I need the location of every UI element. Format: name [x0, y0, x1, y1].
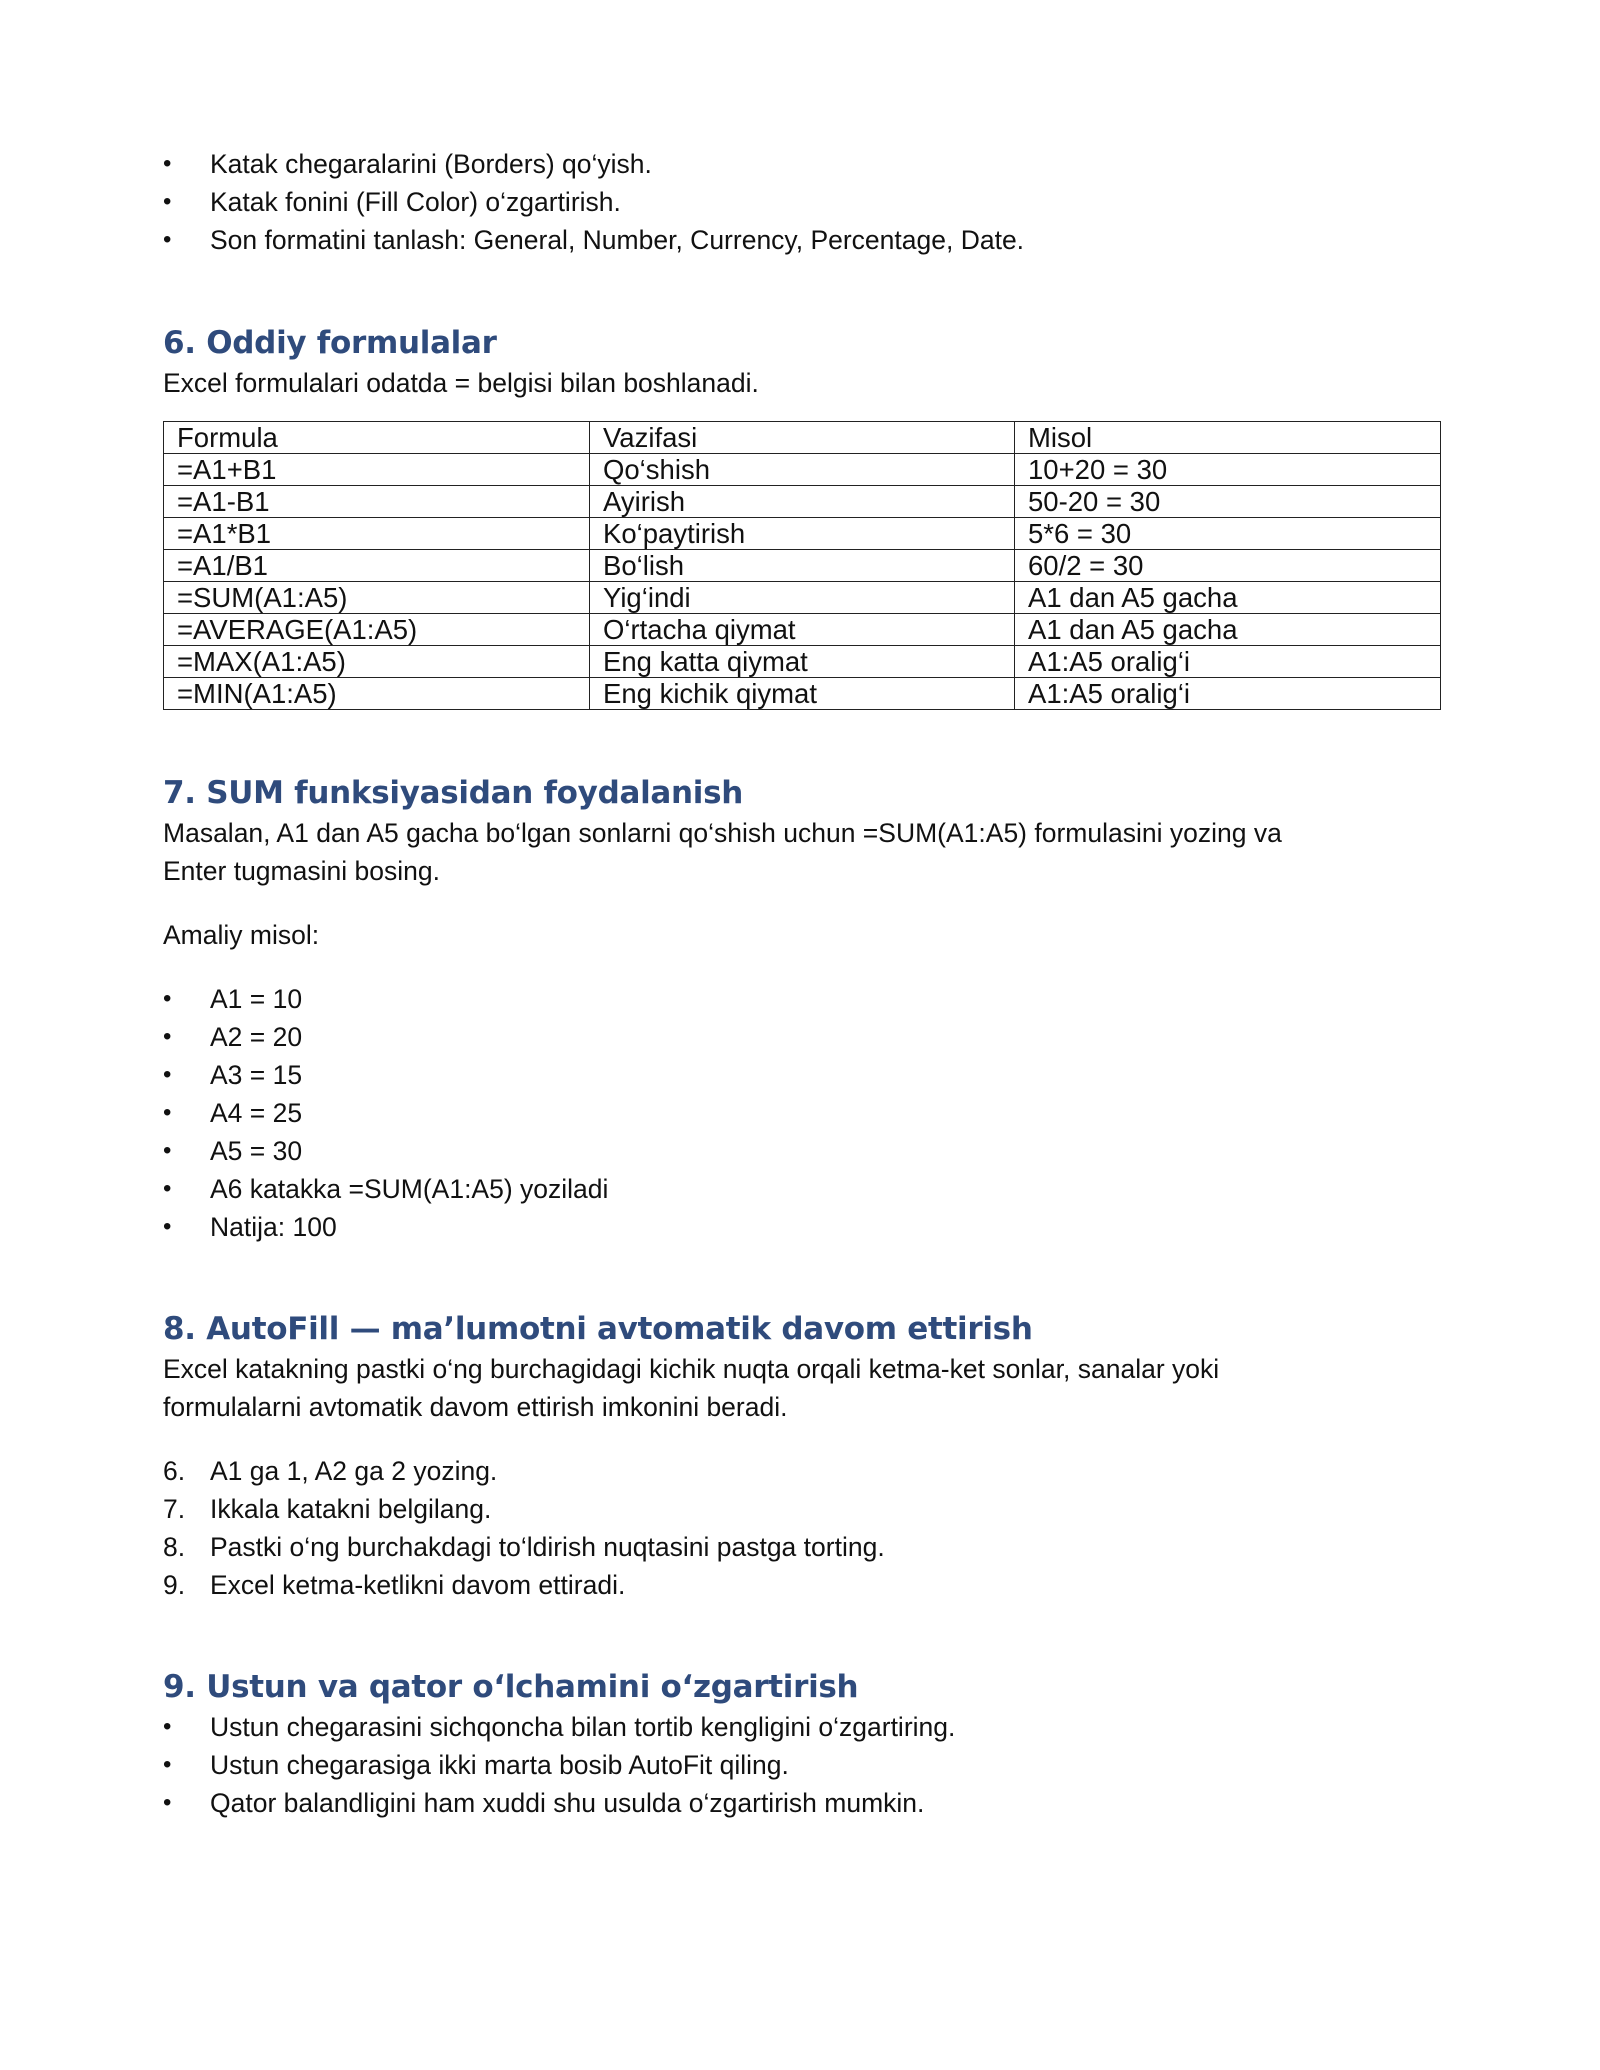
list-item-text: Natija: 100 — [210, 1212, 337, 1242]
table-cell: 60/2 = 30 — [1015, 550, 1441, 582]
example-bullet-list — [163, 980, 1443, 1246]
list-item — [163, 1208, 1443, 1246]
page-content — [163, 145, 1443, 1822]
list-item-text: Ikkala katakni belgilang. — [210, 1494, 492, 1524]
list-item — [163, 183, 1443, 221]
bullet-icon: • — [163, 1213, 172, 1240]
table-row — [164, 582, 1441, 614]
bullet-icon: • — [163, 150, 172, 177]
table-cell: A1 dan A5 gacha — [1015, 582, 1441, 614]
section-heading-9: 9. Ustun va qator o‘lchamini o‘zgartirish — [163, 1669, 859, 1705]
resize-bullet-list — [163, 1708, 1443, 1822]
bullet-icon: • — [163, 1175, 172, 1202]
bullet-icon: • — [163, 1713, 172, 1740]
list-item-text: A1 = 10 — [210, 984, 303, 1014]
list-item — [163, 1490, 1443, 1528]
list-item-text: Katak chegaralarini (Borders) qo‘yish. — [210, 149, 652, 179]
list-item — [163, 1170, 1443, 1208]
list-item — [163, 221, 1443, 259]
section-7-text-line-1: Masalan, A1 dan A5 gacha bo‘lgan sonlarni qo‘shish uchun =SUM(A1:A5) formulasini yozing va — [163, 818, 1282, 848]
table-header-cell: Formula — [164, 422, 590, 454]
section-6-text: Excel formulalari odatda = belgisi bilan boshlanadi. — [163, 368, 759, 398]
bullet-icon: • — [163, 188, 172, 215]
bullet-icon: • — [163, 1789, 172, 1816]
table-cell: =A1+B1 — [164, 454, 590, 486]
list-item — [163, 1018, 1443, 1056]
list-item — [163, 1094, 1443, 1132]
list-item-text: Katak fonini (Fill Color) o‘zgartirish. — [210, 187, 621, 217]
bullet-icon: • — [163, 1061, 172, 1088]
list-item — [163, 1784, 1443, 1822]
list-item — [163, 1746, 1443, 1784]
list-item — [163, 1708, 1443, 1746]
bullet-icon: • — [163, 1099, 172, 1126]
table-cell: 10+20 = 30 — [1015, 454, 1441, 486]
table-cell: =SUM(A1:A5) — [164, 582, 590, 614]
section-heading-7: 7. SUM funksiyasidan foydalanish — [163, 775, 744, 811]
bullet-icon: • — [163, 1023, 172, 1050]
list-item-text: Ustun chegarasini sichqoncha bilan tortib kengligini o‘zgartiring. — [210, 1712, 956, 1742]
section-7-text-line-2: Enter tugmasini bosing. — [163, 856, 440, 886]
table-header-row — [164, 422, 1441, 454]
list-item-text: A3 = 15 — [210, 1060, 303, 1090]
list-item-text: A5 = 30 — [210, 1136, 303, 1166]
list-item-text: Son formatini tanlash: General, Number, Currency, Percentage, Date. — [210, 225, 1025, 255]
list-item-text: Ustun chegarasiga ikki marta bosib AutoFit qiling. — [210, 1750, 789, 1780]
list-number: 8. — [163, 1532, 186, 1562]
table-row — [164, 646, 1441, 678]
table-cell: =MIN(A1:A5) — [164, 678, 590, 710]
list-item — [163, 1056, 1443, 1094]
section-8-text-line-2: formulalarni avtomatik davom ettirish imkonini beradi. — [163, 1392, 788, 1422]
section-heading-8: 8. AutoFill — ma’lumotni avtomatik davom ettirish — [163, 1311, 1033, 1347]
bullet-icon: • — [163, 985, 172, 1012]
list-item-text: A1 ga 1, A2 ga 2 yozing. — [210, 1456, 498, 1486]
table-cell: =MAX(A1:A5) — [164, 646, 590, 678]
section-heading-6: 6. Oddiy formulalar — [163, 325, 497, 361]
table-cell: Eng kichik qiymat — [590, 678, 1015, 710]
table-cell: =A1-B1 — [164, 486, 590, 518]
autofill-steps-list — [163, 1452, 1443, 1604]
table-cell: 5*6 = 30 — [1015, 518, 1441, 550]
table-cell: Qo‘shish — [590, 454, 1015, 486]
bullet-icon: • — [163, 1137, 172, 1164]
table-cell: A1:A5 oralig‘i — [1015, 678, 1441, 710]
table-row — [164, 454, 1441, 486]
table-cell: A1:A5 oralig‘i — [1015, 646, 1441, 678]
list-number: 7. — [163, 1494, 186, 1524]
table-cell: =A1*B1 — [164, 518, 590, 550]
example-label: Amaliy misol: — [163, 920, 320, 950]
table-row — [164, 518, 1441, 550]
bullet-icon: • — [163, 226, 172, 253]
table-header-cell: Vazifasi — [590, 422, 1015, 454]
table-cell: Bo‘lish — [590, 550, 1015, 582]
section-8-text-line-1: Excel katakning pastki o‘ng burchagidagi kichik nuqta orqali ketma-ket sonlar, sanalar yoki — [163, 1354, 1220, 1384]
list-item-text: Qator balandligini ham xuddi shu usulda o‘zgartirish mumkin. — [210, 1788, 925, 1818]
table-cell: Eng katta qiymat — [590, 646, 1015, 678]
table-cell: Ko‘paytirish — [590, 518, 1015, 550]
list-item — [163, 1566, 1443, 1604]
table-cell: 50-20 = 30 — [1015, 486, 1441, 518]
table-cell: =AVERAGE(A1:A5) — [164, 614, 590, 646]
table-cell: A1 dan A5 gacha — [1015, 614, 1441, 646]
table-cell: Yig‘indi — [590, 582, 1015, 614]
table-header-cell: Misol — [1015, 422, 1441, 454]
list-item — [163, 980, 1443, 1018]
list-item — [163, 1528, 1443, 1566]
table-row — [164, 678, 1441, 710]
formula-table — [163, 421, 1441, 710]
list-number: 6. — [163, 1456, 186, 1486]
table-cell: =A1/B1 — [164, 550, 590, 582]
bullet-icon: • — [163, 1751, 172, 1778]
table-row — [164, 614, 1441, 646]
list-item — [163, 1132, 1443, 1170]
list-item-text: Pastki o‘ng burchakdagi to‘ldirish nuqtasini pastga torting. — [210, 1532, 885, 1562]
list-item — [163, 145, 1443, 183]
list-number: 9. — [163, 1570, 186, 1600]
intro-bullet-list — [163, 145, 1443, 259]
table-row — [164, 550, 1441, 582]
table-cell: Ayirish — [590, 486, 1015, 518]
list-item-text: A6 katakka =SUM(A1:A5) yoziladi — [210, 1174, 609, 1204]
list-item-text: A4 = 25 — [210, 1098, 303, 1128]
list-item-text: A2 = 20 — [210, 1022, 303, 1052]
list-item-text: Excel ketma-ketlikni davom ettiradi. — [210, 1570, 626, 1600]
list-item — [163, 1452, 1443, 1490]
table-row — [164, 486, 1441, 518]
table-cell: O‘rtacha qiymat — [590, 614, 1015, 646]
